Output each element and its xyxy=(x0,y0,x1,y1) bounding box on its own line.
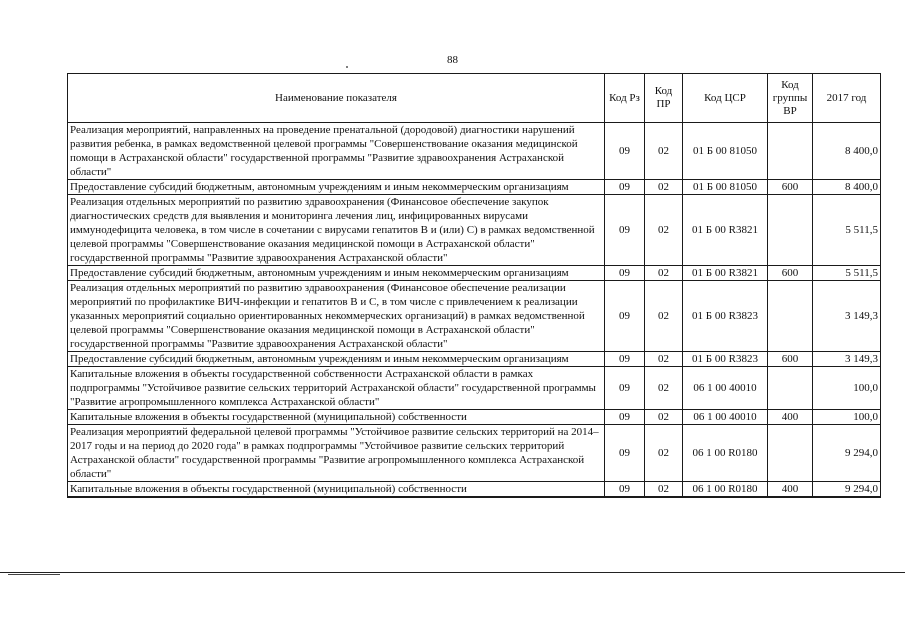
row-vr xyxy=(768,195,813,266)
row-pr: 02 xyxy=(645,195,683,266)
stray-mark xyxy=(346,66,348,68)
row-amount: 9 294,0 xyxy=(813,425,881,482)
row-rz: 09 xyxy=(605,281,645,352)
header-pr: Код ПР xyxy=(645,74,683,123)
row-pr: 02 xyxy=(645,425,683,482)
row-name: Предоставление субсидий бюджетным, автономным учреждениям и иным некоммерческим организациям xyxy=(68,352,605,367)
row-name: Предоставление субсидий бюджетным, автономным учреждениям и иным некоммерческим организациям xyxy=(68,266,605,281)
row-rz: 09 xyxy=(605,195,645,266)
row-csr: 01 Б 00 R3823 xyxy=(683,352,768,367)
row-pr: 02 xyxy=(645,410,683,425)
row-pr: 02 xyxy=(645,352,683,367)
row-name: Капитальные вложения в объекты государственной (муниципальной) собственности xyxy=(68,482,605,498)
budget-table xyxy=(67,73,881,498)
row-rz: 09 xyxy=(605,410,645,425)
row-vr xyxy=(768,123,813,180)
row-csr: 06 1 00 40010 xyxy=(683,410,768,425)
row-name: Капитальные вложения в объекты государственной собственности Астраханской области в рамках подпрограммы "Устойчивое развитие сельских территорий Астраханской области" государственной программы "Развитие агропромышленного комплекса Астраханской области" xyxy=(68,367,605,410)
table-row xyxy=(68,123,881,180)
row-vr xyxy=(768,367,813,410)
row-amount: 100,0 xyxy=(813,367,881,410)
row-amount: 100,0 xyxy=(813,410,881,425)
table-row xyxy=(68,180,881,195)
row-csr: 06 1 00 40010 xyxy=(683,367,768,410)
row-vr xyxy=(768,281,813,352)
table-row xyxy=(68,410,881,425)
row-amount: 5 511,5 xyxy=(813,195,881,266)
row-amount: 8 400,0 xyxy=(813,180,881,195)
row-vr: 600 xyxy=(768,352,813,367)
header-name: Наименование показателя xyxy=(68,74,605,123)
scan-divider-line xyxy=(0,572,905,573)
row-vr: 600 xyxy=(768,180,813,195)
table-row xyxy=(68,266,881,281)
header-year: 2017 год xyxy=(813,74,881,123)
row-csr: 01 Б 00 R3821 xyxy=(683,266,768,281)
row-name: Капитальные вложения в объекты государственной (муниципальной) собственности xyxy=(68,410,605,425)
header-csr: Код ЦСР xyxy=(683,74,768,123)
row-csr: 01 Б 00 81050 xyxy=(683,123,768,180)
row-pr: 02 xyxy=(645,266,683,281)
row-vr xyxy=(768,425,813,482)
row-csr: 01 Б 00 R3821 xyxy=(683,195,768,266)
row-vr: 400 xyxy=(768,482,813,498)
header-vr: Код группы ВР xyxy=(768,74,813,123)
row-name: Реализация мероприятий федеральной целевой программы "Устойчивое развитие сельских территорий на 2014–2017 годы и на период до 2020 года" в рамках подпрограммы "Устойчивое развитие сельских территорий Астраханской области" государственной программы "Развитие агропромышленного комплекса Астраханской области" xyxy=(68,425,605,482)
row-pr: 02 xyxy=(645,123,683,180)
row-pr: 02 xyxy=(645,482,683,498)
page-number: 88 xyxy=(447,54,458,66)
header-rz: Код Рз xyxy=(605,74,645,123)
row-name: Реализация отдельных мероприятий по развитию здравоохранения (Финансовое обеспечение реализации мероприятий по профилактике ВИЧ-инфекции и гепатитов В и С, в том числе с привлечением к реализации указанных мероприятий социально ориентированных некоммерческих организаций) в рамках ведомственной целевой программы "Совершенствование оказания медицинской помощи в Астраханской области" государственной программы "Развитие здравоохранения Астраханской области" xyxy=(68,281,605,352)
table-header-row xyxy=(68,74,881,123)
row-pr: 02 xyxy=(645,367,683,410)
row-csr: 01 Б 00 R3823 xyxy=(683,281,768,352)
row-rz: 09 xyxy=(605,425,645,482)
row-rz: 09 xyxy=(605,266,645,281)
table-row xyxy=(68,352,881,367)
row-amount: 9 294,0 xyxy=(813,482,881,498)
row-vr: 600 xyxy=(768,266,813,281)
row-amount: 8 400,0 xyxy=(813,123,881,180)
row-rz: 09 xyxy=(605,352,645,367)
row-rz: 09 xyxy=(605,180,645,195)
row-name: Реализация мероприятий, направленных на проведение пренатальной (дородовой) диагностики нарушений развития ребенка, в рамках ведомственной целевой программы "Совершенствование оказания медицинской помощи в Астраханской области" государственной программы "Развитие здравоохранения Астраханской области" xyxy=(68,123,605,180)
row-rz: 09 xyxy=(605,482,645,498)
row-rz: 09 xyxy=(605,123,645,180)
row-csr: 06 1 00 R0180 xyxy=(683,482,768,498)
row-pr: 02 xyxy=(645,180,683,195)
row-vr: 400 xyxy=(768,410,813,425)
scan-divider-mark xyxy=(8,574,60,575)
table-row xyxy=(68,482,881,498)
row-pr: 02 xyxy=(645,281,683,352)
table-row xyxy=(68,281,881,352)
row-csr: 01 Б 00 81050 xyxy=(683,180,768,195)
row-rz: 09 xyxy=(605,367,645,410)
row-amount: 5 511,5 xyxy=(813,266,881,281)
row-name: Предоставление субсидий бюджетным, автономным учреждениям и иным некоммерческим организациям xyxy=(68,180,605,195)
table-row xyxy=(68,425,881,482)
table-row xyxy=(68,195,881,266)
row-amount: 3 149,3 xyxy=(813,352,881,367)
table-row xyxy=(68,367,881,410)
row-amount: 3 149,3 xyxy=(813,281,881,352)
row-name: Реализация отдельных мероприятий по развитию здравоохранения (Финансовое обеспечение закупок диагностических средств для выявления и мониторинга лечения лиц, инфицированных вирусами иммунодефицита человека, в том числе в сочетании с вирусами гепатитов В и (или) С) в рамках ведомственной целевой программы "Совершенствование оказания медицинской помощи в Астраханской области" государственной программы "Развитие здравоохранения Астраханской области" xyxy=(68,195,605,266)
row-csr: 06 1 00 R0180 xyxy=(683,425,768,482)
